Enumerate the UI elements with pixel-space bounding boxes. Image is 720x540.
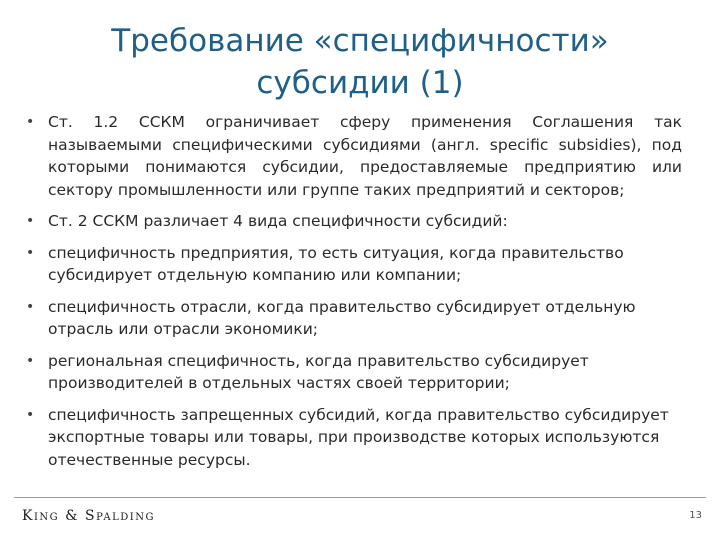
bullet-text: Ст. 1.2 ССКМ ограничивает сферу применения Соглашения так называемыми специфическими субсидиями (англ. specific subsidies), под которыми понимаются субсидии, предоставляемые предприятию или сектору промышленности или группе таких предприятий и секторов;: [48, 113, 682, 199]
bullet-list: [22, 111, 682, 480]
bullet-marker: •: [26, 114, 35, 130]
bullet-item-prohibited: [22, 404, 682, 472]
page-number: 13: [689, 510, 702, 521]
bullet-marker: •: [26, 406, 35, 423]
slide-title-line-2: субсидии (1): [256, 65, 464, 101]
slide-title-line-1: Требование «специфичности»: [111, 23, 609, 59]
bullet-item-types: [22, 210, 682, 233]
bullet-text: специфичность отрасли, когда правительство субсидирует отдельную отрасль или отрасли экономики;: [48, 297, 636, 338]
bullet-item-scope: [22, 111, 682, 201]
bullet-marker: •: [26, 213, 35, 229]
bullet-text: специфичность запрещенных субсидий, когда правительство субсидирует экспортные товары или товары, при производстве которых используются отечественные ресурсы.: [48, 405, 669, 469]
bullet-marker: •: [26, 298, 35, 315]
bullet-text: Ст. 2 ССКМ различает 4 вида специфичности субсидий:: [48, 212, 508, 230]
bullet-marker: •: [26, 352, 35, 369]
bullet-text: специфичность предприятия, то есть ситуация, когда правительство субсидирует отдельную компанию или компании;: [48, 243, 624, 284]
company-logo: King & Spalding: [22, 508, 155, 524]
bullet-text: региональная специфичность, когда правительство субсидирует производителей в отдельных частях своей территории;: [48, 351, 589, 392]
bullet-item-enterprise: [22, 242, 682, 287]
footer-divider: [14, 497, 706, 498]
bullet-item-industry: [22, 296, 682, 341]
bullet-marker: •: [26, 244, 35, 261]
slide-title: [60, 20, 660, 104]
bullet-item-regional: [22, 350, 682, 395]
